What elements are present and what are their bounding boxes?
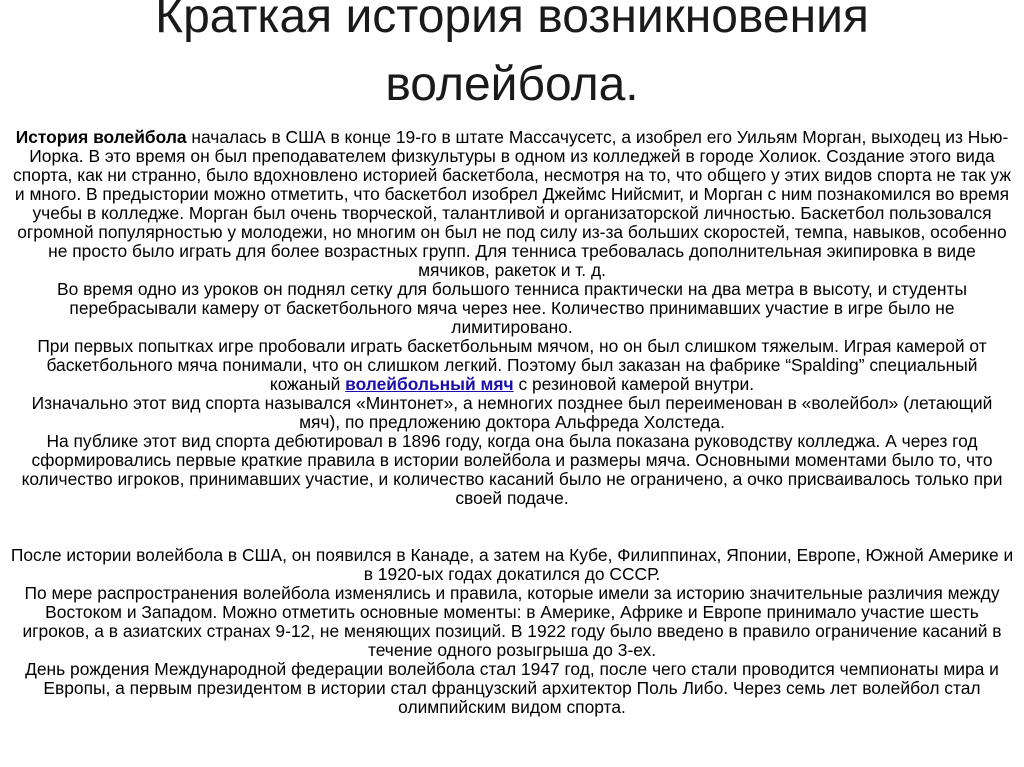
paragraph-ball-design (10, 337, 1014, 394)
page-title-line-1: Краткая история возникновения (155, 0, 869, 43)
paragraph-public-debut: На публике этот вид спорта дебютировал в 1896 году, когда она была показана руководству колледжа. А через год сформировались первые краткие правила в истории волейбола и размеры мяча. Основными моментами было то, что количество игроков, принимавших участие, и количество касаний было не ограничено, а очко присваивалось только при своей подаче. (21, 431, 1003, 508)
paragraph-spread: После истории волейбола в США, он появился в Канаде, а затем на Кубе, Филиппинах, Японии, Европе, Южной Америке и в 1920-ых годах докатился до СССР. (10, 545, 1014, 584)
paragraph-net-lesson: Во время одно из уроков он поднял сетку для большого тенниса практически на два метра в высоту, и студенты перебрасывали камеру от баскетбольного мяча через нее. Количество принимавших участие в игре было не лимитировано. (56, 279, 968, 337)
paragraph-history-origin-text: началась в США в конце 19-го в штате Массачусетс, а изобрел его Уильям Морган, выходец из Нью-Иорка. В это время он был преподавателем физкультуры в одном из колледжей в городе Холиок. Создание этого вида спорта, как ни странно, было вдохновлено историей баскетбола, несмотря на то, что общего у этих видов спорта не так уж и много. В предыстории можно отметить, что баскетбол изобрел Джеймс Нийсмит, и Морган с ним познакомился во время учебы в колледже. Морган был очень творческой, талантливой и организаторской личностью. Баскетбол пользовался огромной популярностью у молодежи, но многим он был не под силу из-за больших скоростей, темпа, навыков, особенно не просто было играть для более возрастных групп. Для тенниса требовалась дополнительная экипировка в виде мячиков, ракеток и т. д. (13, 127, 1011, 280)
paragraph-federation: День рождения Международной федерации волейбола стал 1947 год, после чего стали проводится чемпионаты мира и Европы, а первым президентом в истории стал французский архитектор Поль Либо. Через семь лет волейбол стал олимпийским видом спорта. (25, 659, 999, 717)
paragraph-ball-design-end: с резиновой камерой внутри. (513, 374, 755, 394)
article-body (10, 128, 1014, 717)
paragraph-rules-evolution: По мере распространения волейбола изменялись и правила, которые имели за историю значительные различия между Востоком и Западом. Можно отметить основные моменты: в Америке, Африке и Европе принимало участие шесть игроков, а в азиатских странах 9-12, не меняющих позиций. В 1922 году было введено в правило ограничение касаний в течение одного розыгрыша до 3-ех. (22, 583, 1002, 660)
volleyball-ball-link[interactable]: волейбольный мяч (345, 374, 514, 394)
page-title (60, 0, 964, 118)
paragraph-spacer (10, 527, 1014, 546)
paragraph-history-origin (10, 128, 1014, 280)
paragraph-spacer (10, 508, 1014, 527)
history-heading-bold: История волейбола (15, 127, 187, 147)
page-title-line-2: волейбола. (385, 58, 639, 111)
paragraph-ball-design-text: При первых попытках игре пробовали играть баскетбольным мячом, но он был слишком тяжелым. Играя камерой от баскетбольного мяча понимали, что он слишком легкий. Поэтому был заказан на фабрике “Spalding” специальный кожаный (37, 336, 987, 394)
paragraph-name-origin: Изначально этот вид спорта назывался «Минтонет», а немногих позднее был переименован в «волейбол» (летающий мяч), по предложению доктора Альфреда Холстеда. (31, 393, 993, 432)
